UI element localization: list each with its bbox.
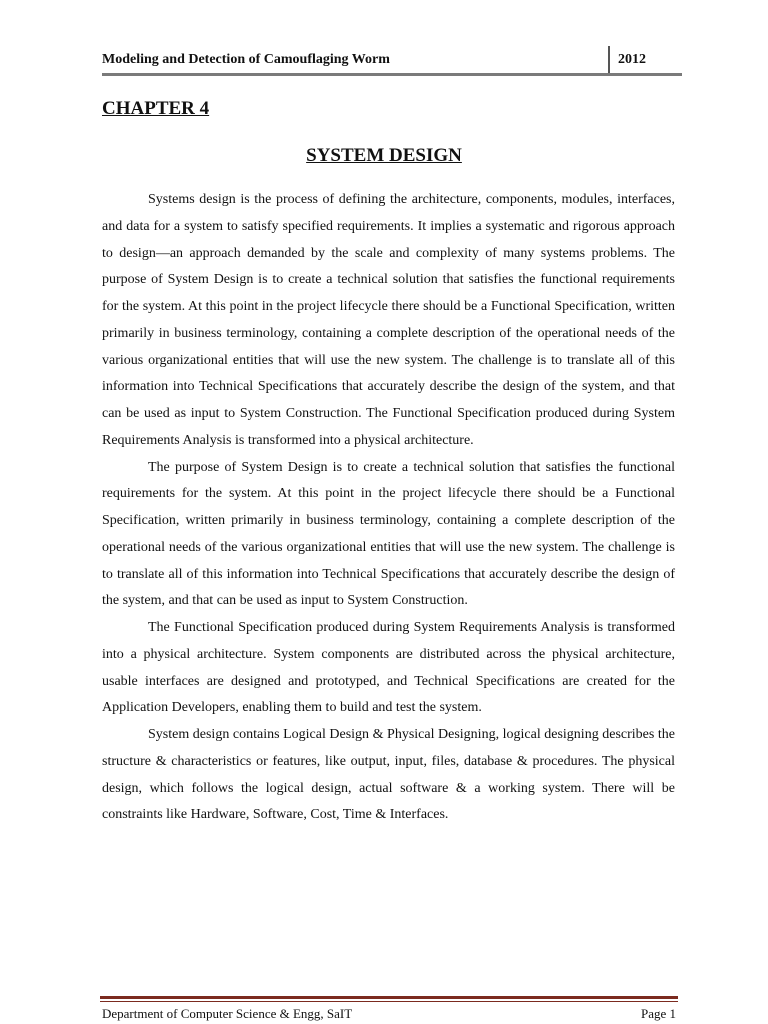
paragraph: The Functional Specification produced during System Requirements Analysis is transformed into a physical architecture. System components are distributed across the physical architecture, usable interfaces are designed and prototyped, and Technical Specifications are created for the Application Developers, enabling them to build and test the system. xyxy=(102,620,675,716)
page-header xyxy=(102,46,682,76)
section-title: SYSTEM DESIGN xyxy=(306,145,462,166)
header-title: Modeling and Detection of Camouflaging Worm xyxy=(102,52,390,67)
page-footer xyxy=(100,996,678,1024)
header-year: 2012 xyxy=(618,52,646,67)
paragraph: The purpose of System Design is to create a technical solution that satisfies the functional requirements for the system. At this point in the project lifecycle there should be a Functional Specification, written primarily in business terminology, containing a complete description of the operational needs of the various organizational entities that will use the new system. The challenge is to translate all of this information into Technical Specifications that accurately describe the design of the system, and that can be used as input to System Construction. xyxy=(102,459,675,609)
footer-rule xyxy=(100,996,678,999)
paragraph: System design contains Logical Design & Physical Designing, logical designing describes the structure & characteristics or features, like output, input, files, database & procedures. The physical design, which follows the logical design, actual software & a working system. There will be constraints like Hardware, Software, Cost, Time & Interfaces. xyxy=(102,727,675,823)
chapter-heading: CHAPTER 4 xyxy=(102,98,210,119)
header-rule xyxy=(102,73,682,76)
footer-department: Department of Computer Science & Engg, SaIT xyxy=(102,1006,353,1021)
page-number: Page 1 xyxy=(640,1006,676,1021)
body-text xyxy=(102,187,675,829)
paragraph: Systems design is the process of defining the architecture, components, modules, interfaces, and data for a system to satisfy specified requirements. It implies a systematic and rigorous approach to design—an approach demanded by the scale and complexity of many systems problems. The purpose of System Design is to create a technical solution that satisfies the functional requirements for the system. At this point in the project lifecycle there should be a Functional Specification, written primarily in business terminology, containing a complete description of the operational needs of the various organizational entities that will use the new system. The challenge is to translate all of this information into Technical Specifications that accurately describe the design of the system, and that can be used as input to System Construction. The Functional Specification produced during System Requirements Analysis is transformed into a physical architecture. xyxy=(102,192,675,448)
header-divider xyxy=(608,46,610,74)
footer-rule-thin xyxy=(100,1001,678,1002)
